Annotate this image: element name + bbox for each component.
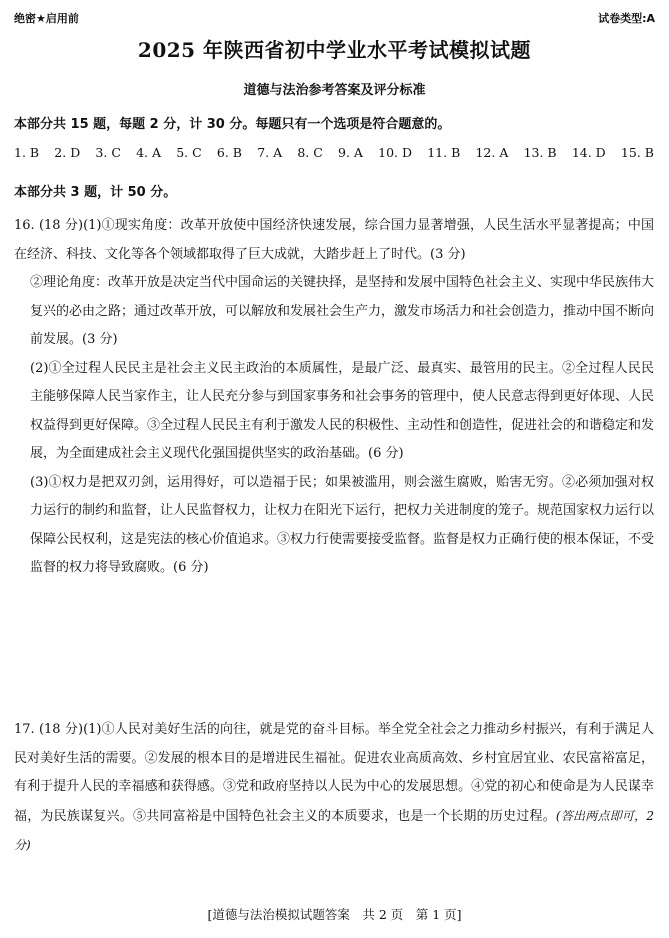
answer-item: 6. B [216,145,242,160]
paper-type: 试卷类型:A [598,12,655,25]
q16-part1: 16. (18 分)(1)①现实角度：改革开放使中国经济快速发展，综合国力显著增强，人民生活水平显著提高；中国在经济、科技、文化等各个领域都取得了巨大成就，大踏步赶上了时代。(3 分) [14,218,654,262]
part2-instruction: 本部分共 3 题，计 50 分。 [14,185,177,200]
answer-item: 8. C [297,145,323,160]
answer-item: 4. A [136,145,162,160]
question-16 [14,212,654,583]
q16-part2: (2)①全过程人民民主是社会主义民主政治的本质属性，是最广泛、最真实、最管用的民主。②全过程人民民主能够保障人民当家作主，让人民充分参与到国家事务和社会事务的管理中，使人民意志得到更好体现、人民权益得到更好保障。③全过程人民民主有利于激发人民的积极性、主动性和创造性，促进社会的和谐稳定和发展，为全面建成社会主义现代化强国提供坚实的政治基础。(6 分) [30,360,655,461]
answer-item: 14. D [571,145,606,160]
part1-instruction: 本部分共 15 题，每题 2 分，计 30 分。每题只有一个选项是符合题意的。 [14,117,451,132]
q16-part3: (3)①权力是把双刃剑，运用得好，可以造福于民；如果被滥用，则会滋生腐败，贻害无穷。②必须加强对权力运行的制约和监督，让人民监督权力，让权力在阳光下运行，把权力关进制度的笼子。规范国家权力运行以保障公民权利，这是宪法的核心价值追求。③权力行使需要接受监督。监督是权力正确行使的根本保证，不受监督的权力将导致腐败。(6 分) [30,474,655,575]
page-subtitle: 道德与法治参考答案及评分标准 [243,83,426,98]
answer-item: 13. B [523,145,557,160]
q17-note: (答出两点即可，2 分) [14,808,654,852]
answer-item: 15. B [620,145,654,160]
answer-item: 2. D [54,145,81,160]
answer-item: 11. B [427,145,461,160]
q17-part1-text: 17. (18 分)(1)①人民对美好生活的向往，就是党的奋斗目标。举全党全社会之力推动乡村振兴，有利于满足人民对美好生活的需要。②发展的根本目的是增进民生福祉。促进农业高质高效、乡村宜居宜业、农民富裕富足，有利于提升人民的幸福感和获得感。③党和政府坚持以人民为中心的发展思想。④党的初心和使命是为人民谋幸福，为民族谋复兴。⑤共同富裕是中国特色社会主义的本质要求，也是一个长期的历史过程。 [14,722,654,824]
answer-item: 9. A [338,145,363,160]
page-title: 2025 年陕西省初中学业水平考试模拟试题 [137,38,532,62]
answer-item: 1. B [14,145,40,160]
question-17 [14,716,654,861]
secret-label: 绝密★启用前 [14,12,79,25]
answer-item: 10. D [378,145,413,160]
answer-key-row [14,145,654,160]
page-footer: [道德与法治模拟试题答案 共 2 页 第 1 页] [207,907,462,922]
answer-item: 7. A [257,145,283,160]
answer-item: 3. C [95,145,121,160]
top-bar [14,10,655,28]
answer-item: 12. A [475,145,509,160]
q16-part1-theory: ②理论角度：改革开放是决定当代中国命运的关键抉择，是坚持和发展中国特色社会主义、实现中华民族伟大复兴的必由之路；通过改革开放，可以解放和发展社会生产力，激发市场活力和社会创造力，推动中国不断向前发展。(3 分) [30,275,655,347]
answer-item: 5. C [176,145,202,160]
q17-part1 [14,716,654,861]
